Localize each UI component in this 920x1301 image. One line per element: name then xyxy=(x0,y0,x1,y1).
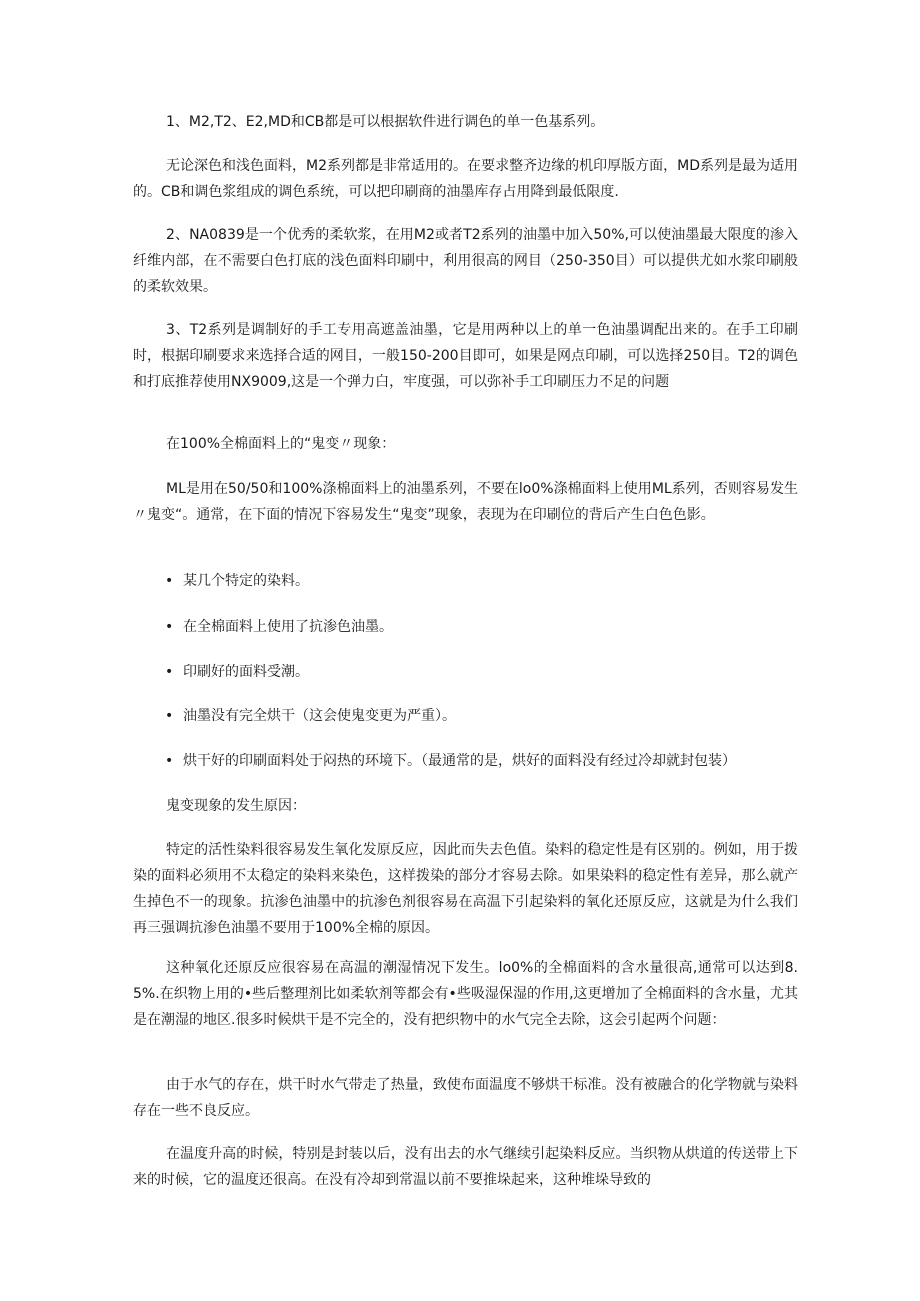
bullet-text: 某几个特定的染料。 xyxy=(183,573,309,589)
paragraph-7: 鬼变现象的发生原因： xyxy=(166,798,306,814)
paragraph-6: ML是用在50/50和100%涤棉面料上的油墨系列，不要在lo0%涤棉面料上使用ML系列，否则容易发生〃鬼变“。通常，在下面的情况下容易发生“鬼变”现象，表现为在印刷位的背后产生白色色影。 xyxy=(133,481,798,523)
paragraph-4: 3、T2系列是调制好的手工专用高遮盖油墨，它是用两种以上的单一色油墨调配出来的。在手工印刷时，根据印刷要求来选择合适的网目，一般150-200目即可，如果是网点印刷，可以选择250目。T2的调色和打底推荐使用NX9009,这是一个弹力白，牢度强，可以弥补手工印刷压力不足的问题 xyxy=(133,322,798,390)
bullet-item-1 xyxy=(165,568,815,594)
paragraph-1: 1、M2,T2、E2,MD和CB都是可以根据软件进行调色的单一色基系列。 xyxy=(166,114,605,130)
paragraph-10: 由于水气的存在，烘干时水气带走了热量，致使布面温度不够烘干标准。没有被融合的化学物就与染料存在一些不良反应。 xyxy=(133,1077,798,1119)
bullet-item-3 xyxy=(165,659,815,685)
bullet-marker: • xyxy=(165,619,174,635)
paragraph-3: 2、NA0839是一个优秀的柔软浆，在用M2或者T2系列的油墨中加入50%,可以使油墨最大限度的渗入纤维内部，在不需要白色打底的浅色面料印刷中，利用很高的网目（250-350目）可以提供尤如水浆印刷般的柔软效果。 xyxy=(133,227,798,295)
bullet-marker: • xyxy=(165,573,174,589)
bullet-item-5 xyxy=(165,748,815,774)
paragraph-11: 在温度升高的时候，特别是封装以后，没有出去的水气继续引起染料反应。当织物从烘道的传送带上下来的时候，它的温度还很高。在没有冷却到常温以前不要推垛起来，这种堆垛导致的 xyxy=(133,1146,798,1188)
bullet-text: 在全棉面料上使用了抗渗色油墨。 xyxy=(183,619,393,635)
paragraph-5: 在100%全棉面料上的“鬼变〃现象： xyxy=(166,436,396,452)
bullet-text: 印刷好的面料受潮。 xyxy=(183,664,309,680)
paragraph-2: 无论深色和浅色面料，M2系列都是非常适用的。在要求整齐边缘的机印厚版方面，MD系列是最为适用的。CB和调色浆组成的调色系统，可以把印刷商的油墨库存占用降到最低限度. xyxy=(133,158,798,200)
bullet-marker: • xyxy=(165,708,174,724)
paragraph-8: 特定的活性染料很容易发生氧化发原反应，因此而失去色值。染料的稳定性是有区别的。例如，用于拨染的面料必须用不太稳定的染料来染色，这样拨染的部分才容易去除。如果染料的稳定性有差异，那么就产生掉色不一的现象。抗渗色油墨中的抗渗色剂很容易在高温下引起染料的氧化还原反应，这就是为什么我们再三强调抗渗色油墨不要用于100%全棉的原因。 xyxy=(133,842,798,936)
bullet-text: 烘干好的印刷面料处于闷热的环境下。（最通常的是，烘好的面料没有经过冷却就封包装） xyxy=(183,753,736,769)
bullet-marker: • xyxy=(165,664,174,680)
paragraph-9: 这种氧化还原反应很容易在高温的潮湿情况下发生。lo0%的全棉面料的含水量很高,通常可以达到8.5%.在织物上用的•些后整理剂比如柔软剂等都会有•些吸湿保湿的作用,这更增加了全棉面料的含水量，尤其是在潮湿的地区.很多时候烘干是不完全的，没有把织物中的水气完全去除，这会引起两个问题： xyxy=(133,960,798,1028)
bullet-text: 油墨没有完全烘干（这会使鬼变更为严重）。 xyxy=(183,708,456,724)
bullet-item-4 xyxy=(165,703,815,729)
bullet-item-2 xyxy=(165,614,815,640)
bullet-marker: • xyxy=(165,753,174,769)
